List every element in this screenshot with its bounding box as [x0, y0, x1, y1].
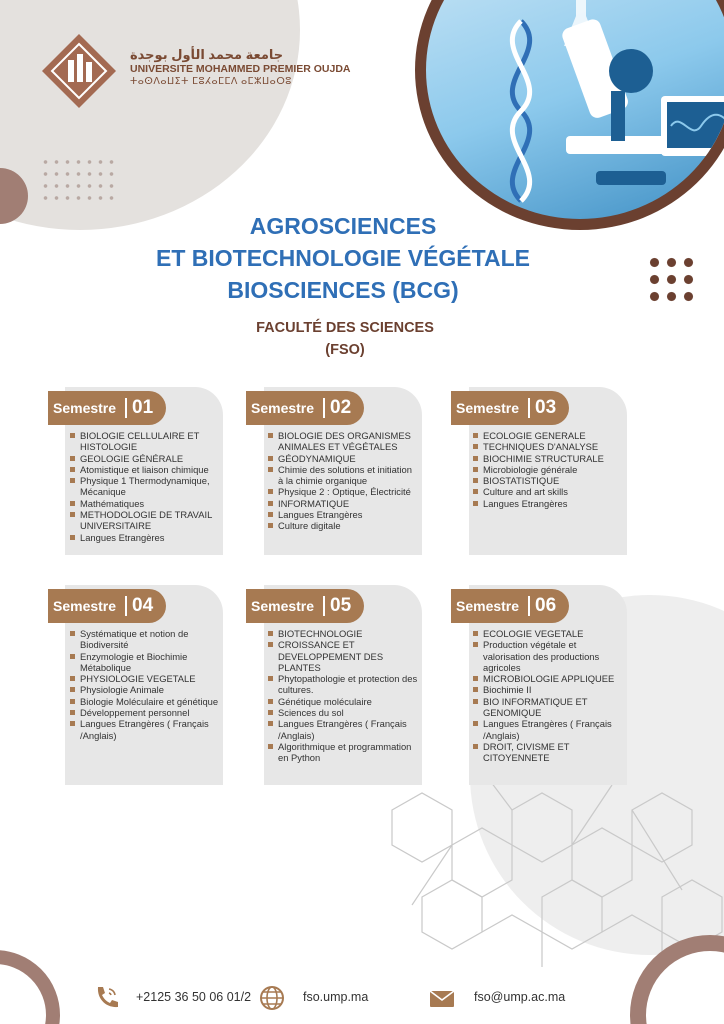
course-item: CROISSANCE ET DEVELOPPEMENT DES PLANTES — [268, 639, 418, 673]
course-item: Sciences du sol — [268, 707, 418, 718]
course-item: BIOCHIMIE STRUCTURALE — [473, 453, 623, 464]
course-item: Mathématiques — [70, 498, 220, 509]
semester-label: Semestre — [246, 589, 328, 623]
course-item: Physiologie Animale — [70, 684, 220, 695]
course-item: Enzymologie et Biochimie Métabolique — [70, 651, 220, 674]
semester-tag-6 — [451, 589, 569, 623]
university-name-tifinagh: ⵜⴰⵙⴷⴰⵡⵉⵜ ⵎⵓⵃⴰⵎⵎⴷ ⴰⵎⵣⵡⴰⵔⵓ — [130, 76, 292, 87]
monitor-icon — [661, 96, 724, 156]
course-item: Biologie Moléculaire et génétique — [70, 696, 220, 707]
semester-number: 04 — [128, 589, 166, 623]
course-item: Physique 1 Thermodynamique, Mécanique — [70, 475, 220, 498]
email-link[interactable]: fso@ump.ac.ma — [474, 990, 566, 1004]
course-item: Langues Etrangères ( Français /Anglais) — [268, 718, 418, 741]
course-item: METHODOLOGIE DE TRAVAIL UNIVERSITAIRE — [70, 509, 220, 532]
dot-grid-decoration-left — [40, 156, 120, 206]
phone-number[interactable]: +2125 36 50 06 01/2 — [136, 990, 252, 1004]
course-item: BIOLOGIE DES ORGANISMES ANIMALES ET VÉGÉTALES — [268, 430, 418, 453]
course-item: Langues Etrangères ( Français /Anglais) — [70, 718, 220, 741]
course-item: Langues Etrangères ( Français /Anglais) — [473, 718, 623, 741]
semester-number: 03 — [531, 391, 569, 425]
arc-decoration-bottom-left — [0, 950, 60, 1024]
course-list-semester-1 — [70, 430, 220, 543]
semester-tag-4 — [48, 589, 166, 623]
course-item: Microbiologie générale — [473, 464, 623, 475]
semester-number: 06 — [531, 589, 569, 623]
semester-label: Semestre — [246, 391, 328, 425]
course-item: Atomistique et liaison chimique — [70, 464, 220, 475]
faculty-name: FACULTÉ DES SCIENCES — [256, 320, 434, 336]
semester-number: 02 — [326, 391, 364, 425]
phone-icon — [92, 984, 120, 1012]
course-item: GEOLOGIE GÉNÉRALE — [70, 453, 220, 464]
course-item: Développement personnel — [70, 707, 220, 718]
faculty-abbreviation: (FSO) — [325, 342, 365, 358]
semester-label: Semestre — [451, 391, 533, 425]
course-item: Langues Etrangères — [70, 532, 220, 543]
course-item: Production végétale et valorisation des productions agricoles — [473, 639, 623, 673]
course-list-semester-4 — [70, 628, 220, 741]
course-item: BIOSTATISTIQUE — [473, 475, 623, 486]
course-list-semester-6 — [473, 628, 623, 764]
course-item: TECHNIQUES D'ANALYSE — [473, 441, 623, 452]
course-item: Biochimie II — [473, 684, 623, 695]
course-item: BIOLOGIE CELLULAIRE ET HISTOLOGIE — [70, 430, 220, 453]
course-item: ECOLOGIE GENERALE — [473, 430, 623, 441]
course-item: Génétique moléculaire — [268, 696, 418, 707]
dna-helix-icon — [512, 21, 529, 201]
course-item: Chimie des solutions et initiation à la chimie organique — [268, 464, 418, 487]
website-link[interactable]: fso.ump.ma — [303, 990, 369, 1004]
course-item: MICROBIOLOGIE APPLIQUEE — [473, 673, 623, 684]
semester-tag-2 — [246, 391, 364, 425]
course-item: Langues Etrangères — [473, 498, 623, 509]
semester-tag-1 — [48, 391, 166, 425]
semester-label: Semestre — [451, 589, 533, 623]
semester-label: Semestre — [48, 589, 130, 623]
course-item: INFORMATIQUE — [268, 498, 418, 509]
program-title-line-3: BIOSCIENCES (BCG) — [227, 277, 459, 303]
course-item: PHYSIOLOGIE VEGETALE — [70, 673, 220, 684]
course-item: Culture digitale — [268, 520, 418, 531]
semester-tag-5 — [246, 589, 364, 623]
course-item: Algorithmique et programmation en Python — [268, 741, 418, 764]
semester-number: 05 — [326, 589, 364, 623]
hexagon-pattern-decoration — [372, 770, 724, 970]
course-item: GÉODYNAMIQUE — [268, 453, 418, 464]
course-item: BIOTECHNOLOGIE — [268, 628, 418, 639]
university-logo — [40, 32, 118, 110]
program-title-line-2: ET BIOTECHNOLOGIE VÉGÉTALE — [156, 245, 530, 271]
mail-icon — [428, 985, 456, 1013]
semester-tag-3 — [451, 391, 569, 425]
course-list-semester-2 — [268, 430, 418, 532]
course-item: Culture and art skills — [473, 486, 623, 497]
course-item: Langues Etrangères — [268, 509, 418, 520]
course-item: Phytopathologie et protection des cultures. — [268, 673, 418, 696]
semester-number: 01 — [128, 391, 166, 425]
course-item: DROIT, CIVISME ET CITOYENNETE — [473, 741, 623, 764]
course-item: ECOLOGIE VEGETALE — [473, 628, 623, 639]
university-name: UNIVERSITE MOHAMMED PREMIER OUJDA — [130, 63, 351, 75]
course-item: Systématique et notion de Biodiversité — [70, 628, 220, 651]
program-title-line-1: AGROSCIENCES — [249, 213, 437, 239]
globe-icon — [258, 984, 286, 1012]
course-list-semester-5 — [268, 628, 418, 764]
course-list-semester-3 — [473, 430, 623, 509]
course-item: BIO INFORMATIQUE ET GENOMIQUE — [473, 696, 623, 719]
course-item: Physique 2 : Optique, Électricité — [268, 486, 418, 497]
laboratory-illustration — [415, 0, 724, 230]
university-name-arabic: جامعة محمد الأول بوجدة — [130, 47, 284, 62]
semester-label: Semestre — [48, 391, 130, 425]
